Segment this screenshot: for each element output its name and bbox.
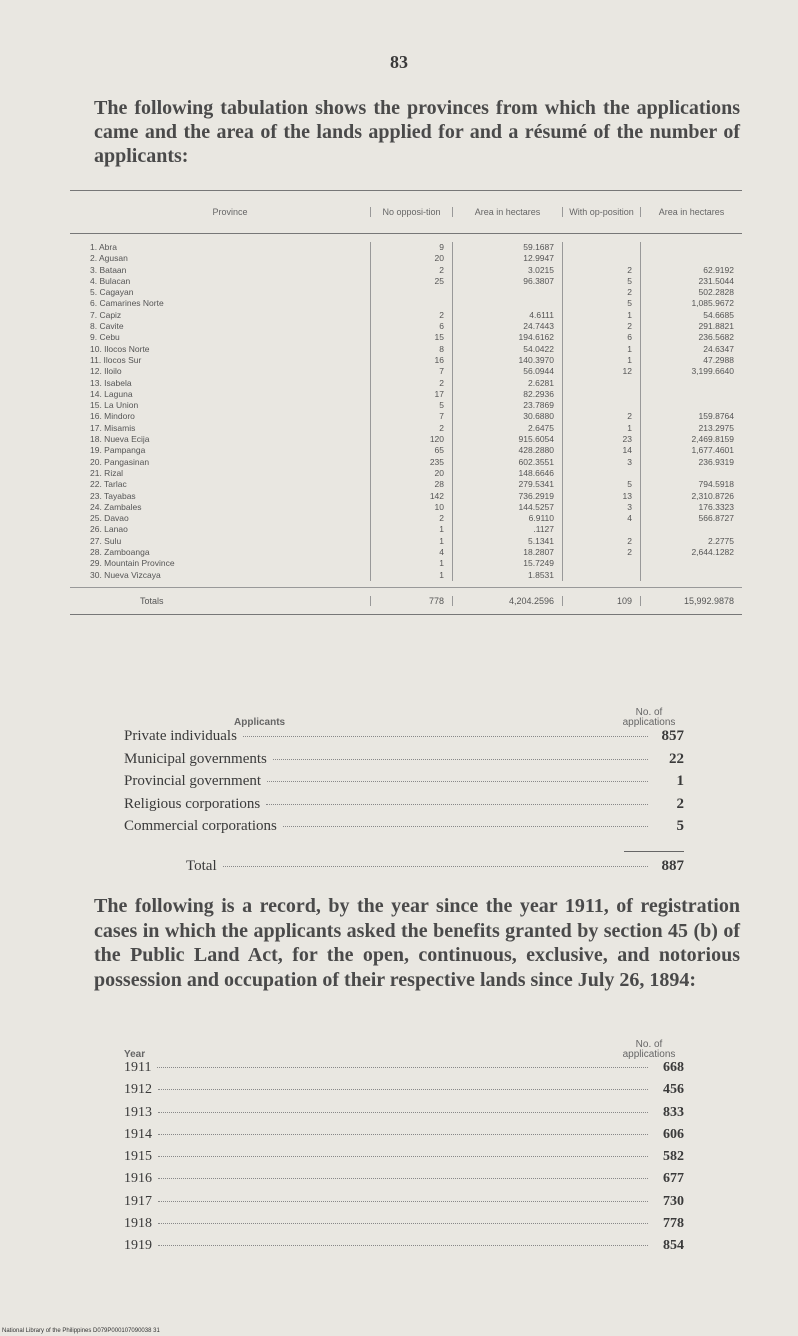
with-opposition-count: 5 bbox=[562, 479, 640, 490]
province-name: 3. Bataan bbox=[90, 264, 127, 275]
no-opposition-count: 8 bbox=[370, 344, 452, 355]
area-no-opposition: 140.3970 bbox=[452, 355, 562, 366]
area-no-opposition: 736.2919 bbox=[452, 491, 562, 502]
no-opposition-count: 2 bbox=[370, 310, 452, 321]
year-label: 1912 bbox=[124, 1082, 152, 1098]
with-opposition-count: 2 bbox=[562, 321, 640, 332]
province-name: 12. Iloilo bbox=[90, 366, 122, 377]
no-opposition-count: 7 bbox=[370, 366, 452, 377]
year-row bbox=[124, 1060, 684, 1082]
leader-dots bbox=[283, 826, 648, 827]
no-opposition-count: 1 bbox=[370, 558, 452, 569]
area-no-opposition: 279.5341 bbox=[452, 479, 562, 490]
table-row bbox=[70, 558, 742, 569]
leader-dots bbox=[158, 1201, 648, 1202]
province-name: 1. Abra bbox=[90, 242, 117, 252]
with-opposition-count: 5 bbox=[562, 298, 640, 309]
applicant-value: 2 bbox=[676, 795, 684, 812]
area-no-opposition: 6.9110 bbox=[452, 513, 562, 524]
applicant-row bbox=[124, 728, 684, 751]
applicant-row bbox=[124, 796, 684, 819]
with-opposition-count: 1 bbox=[562, 355, 640, 366]
year-row bbox=[124, 1127, 684, 1149]
area-no-opposition: 54.0422 bbox=[452, 344, 562, 355]
leader-dots bbox=[158, 1134, 648, 1135]
applicants-total bbox=[124, 858, 684, 881]
area-with-opposition: 3,199.6640 bbox=[640, 366, 742, 377]
table-row bbox=[70, 355, 742, 366]
area-no-opposition: 5.1341 bbox=[452, 536, 562, 547]
no-opposition-count: 16 bbox=[370, 355, 452, 366]
no-opposition-count: 2 bbox=[370, 423, 452, 434]
applicant-label: Religious corporations bbox=[124, 795, 261, 812]
area-no-opposition: 23.7869 bbox=[452, 400, 562, 411]
with-opposition-count: 2 bbox=[562, 536, 640, 547]
leader-dots bbox=[158, 1178, 648, 1179]
no-opposition-count: 6 bbox=[370, 321, 452, 332]
no-opposition-count: 7 bbox=[370, 411, 452, 422]
table-row bbox=[70, 321, 742, 332]
total-area-2: 15,992.9878 bbox=[640, 596, 742, 606]
applicant-value: 1 bbox=[676, 773, 684, 789]
with-opposition-count: 2 bbox=[562, 265, 640, 276]
area-no-opposition: 56.0944 bbox=[452, 366, 562, 377]
table-row bbox=[70, 400, 742, 411]
no-opposition-count: 2 bbox=[370, 513, 452, 524]
table-row bbox=[70, 366, 742, 377]
year-value: 582 bbox=[663, 1149, 684, 1165]
header-province: Province bbox=[212, 207, 248, 217]
no-opposition-count: 2 bbox=[370, 378, 452, 389]
area-with-opposition: 236.9319 bbox=[640, 457, 742, 468]
no-opposition-count: 20 bbox=[370, 253, 452, 264]
year-label: 1919 bbox=[124, 1238, 152, 1254]
table-row bbox=[70, 276, 742, 287]
applicant-row bbox=[124, 773, 684, 796]
year-value: 730 bbox=[663, 1193, 684, 1209]
province-name: 6. Camarines Norte bbox=[90, 298, 164, 309]
no-opposition-count: 1 bbox=[370, 536, 452, 547]
applicants-head-right: No. of applications bbox=[622, 707, 676, 728]
table-row bbox=[70, 287, 742, 298]
with-opposition-count bbox=[562, 570, 640, 581]
with-opposition-count: 14 bbox=[562, 445, 640, 456]
area-no-opposition: 144.5257 bbox=[452, 502, 562, 513]
area-with-opposition: 2,469.8159 bbox=[640, 434, 742, 445]
area-no-opposition: 12.9947 bbox=[452, 253, 562, 264]
year-value: 668 bbox=[663, 1060, 684, 1075]
area-with-opposition: 176.3323 bbox=[640, 502, 742, 513]
applicants-head-left: Applicants bbox=[234, 717, 286, 728]
table-row bbox=[70, 570, 742, 581]
with-opposition-count: 23 bbox=[562, 434, 640, 445]
area-no-opposition: .1127 bbox=[452, 524, 562, 535]
applicants-header bbox=[124, 702, 684, 728]
middle-text: The following is a record, by the year since the year 1911, of registration cases in which the applicants asked the benefits granted by section 45 (b) of the Public Land Act, for the open, continuous, exclusive, and notorious possession and occupation of their respective lands since July 26, 1894: bbox=[94, 895, 740, 991]
applicant-label: Provincial government bbox=[124, 773, 262, 789]
province-name: 4. Bulacan bbox=[90, 275, 131, 286]
year-row bbox=[124, 1171, 684, 1193]
province-name: 28. Zamboanga bbox=[90, 547, 150, 558]
year-label: 1915 bbox=[124, 1149, 152, 1165]
year-value: 833 bbox=[663, 1104, 684, 1120]
applicant-value: 857 bbox=[661, 728, 684, 744]
no-opposition-count: 1 bbox=[370, 524, 452, 535]
no-opposition-count: 25 bbox=[370, 276, 452, 287]
with-opposition-count bbox=[562, 558, 640, 569]
area-no-opposition: 602.3551 bbox=[452, 457, 562, 468]
with-opposition-count bbox=[562, 242, 640, 253]
province-name: 10. Ilocos Norte bbox=[90, 343, 150, 354]
area-no-opposition: 194.6162 bbox=[452, 332, 562, 343]
year-label: 1918 bbox=[124, 1216, 152, 1232]
table-row bbox=[70, 265, 742, 276]
no-opposition-count: 235 bbox=[370, 457, 452, 468]
no-opposition-count: 10 bbox=[370, 502, 452, 513]
applicant-value: 22 bbox=[669, 750, 684, 767]
area-with-opposition bbox=[640, 253, 742, 264]
applicant-row bbox=[124, 751, 684, 774]
total-label: Totals bbox=[140, 595, 164, 606]
table-row bbox=[70, 445, 742, 456]
table-row bbox=[70, 457, 742, 468]
area-with-opposition: 24.6347 bbox=[640, 344, 742, 355]
no-opposition-count: 5 bbox=[370, 400, 452, 411]
leader-dots bbox=[157, 1067, 648, 1068]
with-opposition-count: 1 bbox=[562, 310, 640, 321]
area-no-opposition bbox=[452, 287, 562, 298]
table-row bbox=[70, 491, 742, 502]
province-name: 27. Sulu bbox=[90, 535, 122, 546]
area-no-opposition: 18.2807 bbox=[452, 547, 562, 558]
area-no-opposition: 4.6111 bbox=[452, 310, 562, 321]
table-row bbox=[70, 389, 742, 400]
applicants-total-label: Total bbox=[186, 857, 217, 874]
area-with-opposition bbox=[640, 468, 742, 479]
with-opposition-count: 13 bbox=[562, 491, 640, 502]
no-opposition-count: 142 bbox=[370, 491, 452, 502]
area-with-opposition: 47.2988 bbox=[640, 355, 742, 366]
table-row bbox=[70, 378, 742, 389]
area-with-opposition: 1,085.9672 bbox=[640, 298, 742, 309]
year-label: 1913 bbox=[124, 1104, 152, 1120]
leader-dots bbox=[243, 736, 648, 737]
years-rows bbox=[124, 1060, 684, 1261]
area-no-opposition: 1.8531 bbox=[452, 570, 562, 581]
year-row bbox=[124, 1105, 684, 1127]
year-row bbox=[124, 1194, 684, 1216]
with-opposition-count: 2 bbox=[562, 287, 640, 298]
area-with-opposition: 62.9192 bbox=[640, 265, 742, 276]
province-name: 11. Ilocos Sur bbox=[90, 354, 142, 365]
with-opposition-count: 3 bbox=[562, 502, 640, 513]
applicant-label: Private individuals bbox=[124, 728, 237, 744]
table-row bbox=[70, 547, 742, 558]
with-opposition-count bbox=[562, 389, 640, 400]
leader-dots bbox=[158, 1156, 648, 1157]
year-row bbox=[124, 1238, 684, 1260]
area-with-opposition: 2,644.1282 bbox=[640, 547, 742, 558]
area-no-opposition bbox=[452, 298, 562, 309]
area-with-opposition bbox=[640, 400, 742, 411]
applicant-row bbox=[124, 818, 684, 841]
applicants-list bbox=[124, 702, 684, 880]
province-name: 23. Tayabas bbox=[90, 490, 136, 501]
with-opposition-count bbox=[562, 378, 640, 389]
year-label: 1916 bbox=[124, 1171, 152, 1187]
applicant-value: 5 bbox=[676, 818, 684, 834]
province-name: 25. Davao bbox=[90, 513, 129, 524]
header-with-opposition: With op-position bbox=[562, 207, 640, 217]
area-with-opposition: 236.5682 bbox=[640, 332, 742, 343]
area-with-opposition: 291.8821 bbox=[640, 321, 742, 332]
with-opposition-count: 12 bbox=[562, 366, 640, 377]
province-name: 26. Lanao bbox=[90, 524, 128, 535]
table-row bbox=[70, 479, 742, 490]
area-with-opposition: 794.5918 bbox=[640, 479, 742, 490]
table-row bbox=[70, 423, 742, 434]
table-row bbox=[70, 524, 742, 535]
no-opposition-count: 17 bbox=[370, 389, 452, 400]
table-header bbox=[70, 191, 742, 234]
applicant-label: Commercial corporations bbox=[124, 818, 277, 834]
leader-dots bbox=[223, 866, 648, 867]
area-no-opposition: 30.6880 bbox=[452, 411, 562, 422]
total-area-1: 4,204.2596 bbox=[452, 596, 562, 606]
year-value: 677 bbox=[663, 1171, 684, 1187]
area-with-opposition bbox=[640, 389, 742, 400]
with-opposition-count: 1 bbox=[562, 423, 640, 434]
years-header bbox=[124, 1030, 684, 1060]
year-row bbox=[124, 1149, 684, 1171]
province-name: 8. Cavite bbox=[90, 321, 124, 332]
no-opposition-count: 120 bbox=[370, 434, 452, 445]
leader-dots bbox=[273, 759, 648, 760]
applicants-rows bbox=[124, 728, 684, 841]
province-table bbox=[70, 190, 742, 615]
page-number: 83 bbox=[390, 52, 408, 72]
table-row bbox=[70, 253, 742, 264]
province-name: 30. Nueva Vizcaya bbox=[90, 569, 161, 580]
no-opposition-count bbox=[370, 298, 452, 309]
with-opposition-count bbox=[562, 400, 640, 411]
table-row bbox=[70, 242, 742, 253]
total-with-opposition: 109 bbox=[562, 596, 640, 606]
area-no-opposition: 2.6475 bbox=[452, 423, 562, 434]
applicants-total-value: 887 bbox=[661, 857, 684, 874]
no-opposition-count: 65 bbox=[370, 445, 452, 456]
no-opposition-count: 1 bbox=[370, 570, 452, 581]
with-opposition-count: 6 bbox=[562, 332, 640, 343]
area-no-opposition: 148.6646 bbox=[452, 468, 562, 479]
with-opposition-count: 1 bbox=[562, 344, 640, 355]
footer-watermark: National Library of the Philippines D079P000107090038 31 bbox=[2, 1328, 160, 1334]
area-no-opposition: 24.7443 bbox=[452, 321, 562, 332]
leader-dots bbox=[267, 781, 648, 782]
province-name: 9. Cebu bbox=[90, 332, 120, 343]
area-with-opposition bbox=[640, 378, 742, 389]
table-row bbox=[70, 344, 742, 355]
with-opposition-count: 3 bbox=[562, 457, 640, 468]
area-with-opposition: 2,310.8726 bbox=[640, 491, 742, 502]
province-name: 15. La Union bbox=[90, 400, 139, 411]
area-with-opposition: 566.8727 bbox=[640, 513, 742, 524]
years-list bbox=[124, 1030, 684, 1261]
area-no-opposition: 15.7249 bbox=[452, 558, 562, 569]
table-row bbox=[70, 332, 742, 343]
year-value: 778 bbox=[663, 1216, 684, 1232]
area-with-opposition: 54.6685 bbox=[640, 310, 742, 321]
area-with-opposition: 2.2775 bbox=[640, 536, 742, 547]
year-value: 606 bbox=[663, 1126, 684, 1142]
year-value: 456 bbox=[663, 1082, 684, 1098]
with-opposition-count bbox=[562, 253, 640, 264]
area-no-opposition: 82.2936 bbox=[452, 389, 562, 400]
province-name: 21. Rizal bbox=[90, 467, 124, 478]
no-opposition-count bbox=[370, 287, 452, 298]
province-name: 16. Mindoro bbox=[90, 411, 135, 422]
with-opposition-count: 5 bbox=[562, 276, 640, 287]
table-row bbox=[70, 468, 742, 479]
no-opposition-count: 9 bbox=[370, 242, 452, 253]
leader-dots bbox=[266, 804, 648, 805]
area-with-opposition: 159.8764 bbox=[640, 411, 742, 422]
table-row bbox=[70, 536, 742, 547]
year-label: 1911 bbox=[124, 1060, 152, 1075]
header-no-opposition: No opposi-tion bbox=[370, 207, 452, 217]
province-name: 24. Zambales bbox=[90, 501, 142, 512]
years-head-left: Year bbox=[124, 1049, 146, 1060]
province-name: 7. Capiz bbox=[90, 309, 122, 320]
area-with-opposition: 1,677.4601 bbox=[640, 445, 742, 456]
no-opposition-count: 28 bbox=[370, 479, 452, 490]
area-with-opposition: 502.2828 bbox=[640, 287, 742, 298]
with-opposition-count: 2 bbox=[562, 547, 640, 558]
no-opposition-count: 20 bbox=[370, 468, 452, 479]
total-no-opposition: 778 bbox=[370, 596, 452, 606]
area-with-opposition bbox=[640, 570, 742, 581]
year-value: 854 bbox=[663, 1238, 684, 1254]
province-name: 2. Agusan bbox=[90, 253, 128, 264]
province-name: 14. Laguna bbox=[90, 388, 133, 399]
leader-dots bbox=[158, 1223, 648, 1224]
province-name: 20. Pangasinan bbox=[90, 456, 150, 467]
province-name: 18. Nueva Ecija bbox=[90, 434, 150, 445]
year-row bbox=[124, 1082, 684, 1104]
with-opposition-count bbox=[562, 524, 640, 535]
no-opposition-count: 2 bbox=[370, 265, 452, 276]
year-row bbox=[124, 1216, 684, 1238]
area-no-opposition: 96.3807 bbox=[452, 276, 562, 287]
header-area-2: Area in hectares bbox=[640, 207, 742, 217]
area-with-opposition bbox=[640, 558, 742, 569]
area-with-opposition: 213.2975 bbox=[640, 423, 742, 434]
table-row bbox=[70, 310, 742, 321]
area-no-opposition: 915.6054 bbox=[452, 434, 562, 445]
area-with-opposition bbox=[640, 242, 742, 253]
province-name: 19. Pampanga bbox=[90, 445, 146, 456]
area-with-opposition: 231.5044 bbox=[640, 276, 742, 287]
area-no-opposition: 428.2880 bbox=[452, 445, 562, 456]
area-no-opposition: 2.6281 bbox=[452, 378, 562, 389]
province-name: 22. Tarlac bbox=[90, 479, 127, 490]
province-name: 13. Isabela bbox=[90, 377, 132, 388]
year-label: 1914 bbox=[124, 1126, 152, 1142]
with-opposition-count: 2 bbox=[562, 411, 640, 422]
table-row bbox=[70, 434, 742, 445]
area-no-opposition: 3.0215 bbox=[452, 265, 562, 276]
table-row bbox=[70, 513, 742, 524]
area-no-opposition: 59.1687 bbox=[452, 242, 562, 253]
year-label: 1917 bbox=[124, 1193, 152, 1209]
table-body bbox=[70, 234, 742, 587]
with-opposition-count bbox=[562, 468, 640, 479]
header-area-1: Area in hectares bbox=[452, 207, 562, 217]
with-opposition-count: 4 bbox=[562, 513, 640, 524]
table-row bbox=[70, 502, 742, 513]
province-name: 5. Cagayan bbox=[90, 287, 134, 298]
intro-paragraph bbox=[94, 96, 740, 168]
table-row bbox=[70, 411, 742, 422]
applicants-rule bbox=[624, 851, 684, 852]
province-name: 29. Mountain Province bbox=[90, 558, 175, 569]
applicant-label: Municipal governments bbox=[124, 750, 267, 767]
province-name: 17. Misamis bbox=[90, 422, 136, 433]
table-total-row bbox=[70, 587, 742, 614]
area-with-opposition bbox=[640, 524, 742, 535]
leader-dots bbox=[158, 1112, 648, 1113]
no-opposition-count: 4 bbox=[370, 547, 452, 558]
intro-text: The following tabulation shows the provinces from which the applications came and the area of the lands applied for and a résumé of the number of applicants: bbox=[94, 97, 740, 167]
leader-dots bbox=[158, 1245, 648, 1246]
middle-paragraph bbox=[94, 894, 740, 992]
table-row bbox=[70, 298, 742, 309]
leader-dots bbox=[158, 1089, 648, 1090]
years-head-right: No. of applications bbox=[622, 1039, 676, 1060]
no-opposition-count: 15 bbox=[370, 332, 452, 343]
